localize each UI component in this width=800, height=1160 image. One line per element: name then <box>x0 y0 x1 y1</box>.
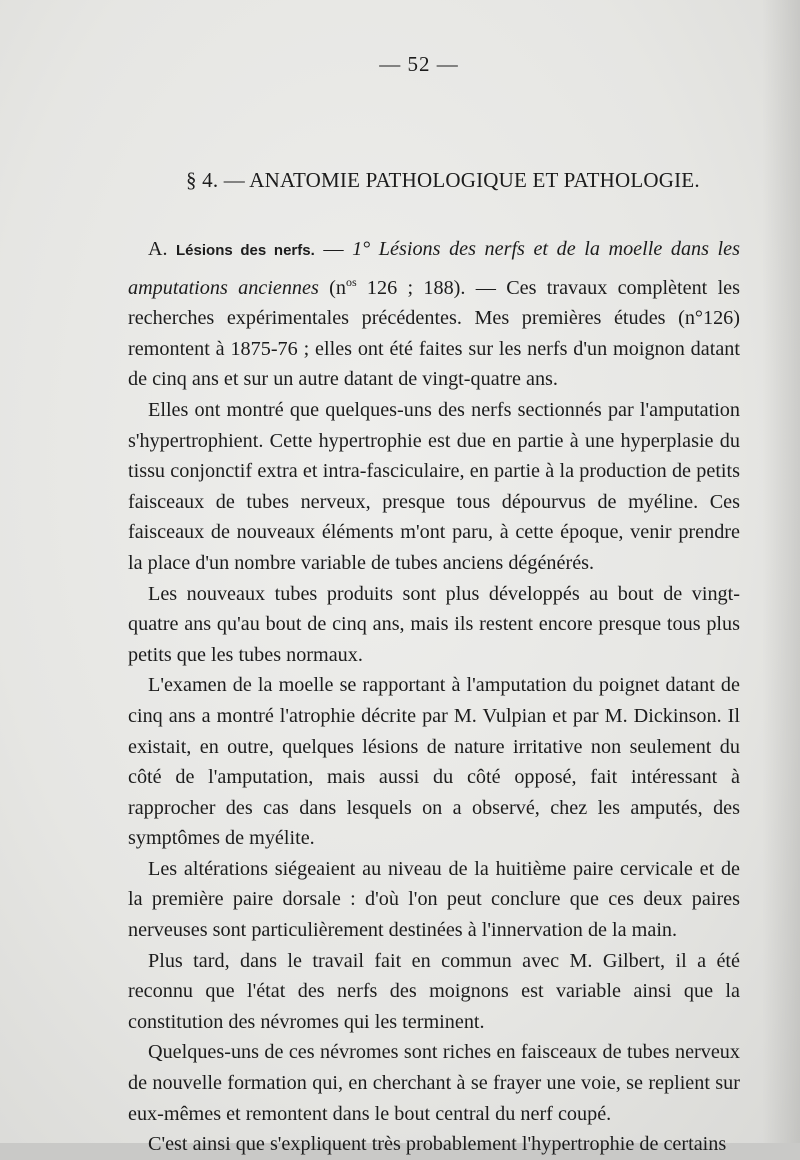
section-title: § 4. — ANATOMIE PATHOLOGIQUE ET PATHOLOGIE. <box>186 168 700 192</box>
paragraph-intro-text: — Ces travaux complètent les recherches expérimentales précédentes. Mes premières études (n°126) remontent à 1875-76 ; elles ont été faites sur les nerfs d'un moignon datant de cinq ans et sur un autre datant de vingt-quatre ans. <box>128 276 740 391</box>
body-text <box>128 234 740 1160</box>
paragraph: Plus tard, dans le travail fait en commun avec M. Gilbert, il a été reconnu que l'état des nerfs des moignons est variable ainsi que la constitution des névromes qui les terminent. <box>128 949 740 1033</box>
page-number: — 52 — <box>379 52 459 76</box>
subsection-letter: A. <box>148 238 168 260</box>
paragraph-intro <box>128 234 740 395</box>
paragraph: Les nouveaux tubes produits sont plus développés au bout de vingt-quatre ans qu'au bout de cinq ans, mais ils restent encore presque tous plus petits que les tubes normaux. <box>128 582 740 666</box>
refs-close: 126 ; 188). <box>356 276 466 299</box>
heading-dash: — <box>314 238 353 260</box>
paragraph: Elles ont montré que quelques-uns des nerfs sectionnés par l'amputation s'hypertrophient. Cette hypertrophie est due en partie à une hyperplasie du tissu conjonctif extra et intra-fasciculaire, en partie à la production de petits faisceaux de tubes nerveux, presque tous dépourvus de myéline. Ces faisceaux de nouveaux éléments m'ont paru, à cette époque, venir prendre la place d'un nombre variable de tubes anciens dégénérés. <box>128 398 740 574</box>
paragraph: L'examen de la moelle se rapportant à l'amputation du poignet datant de cinq ans a montré l'atrophie décrite par M. Vulpian et par M. Dickinson. Il existait, en outre, quelques lésions de nature irritative non seulement du côté de l'amputation, mais aussi du côté opposé, fait intéressant à rapprocher des cas dans lesquels on a observé, chez les amputés, des symptômes de myélite. <box>128 674 740 850</box>
paragraph: Quelques-uns de ces névromes sont riches en faisceaux de tubes nerveux de nouvelle formation qui, en cherchant à se frayer une voie, se replient sur eux-mêmes et remontent dans le bout central du nerf coupé. <box>128 1041 740 1125</box>
paragraph-last-line: C'est ainsi que s'expliquent très probablement l'hypertrophie de certains <box>148 1133 727 1156</box>
subsection-italic-title: 1° Lésions des nerfs et de la moelle dans les amputations anciennes <box>128 238 740 299</box>
subsection-heading: Lésions des nerfs. <box>176 242 315 259</box>
paragraph: Les altérations siégeaient au niveau de la huitième paire cervicale et de la première paire dorsale : d'où l'on peut conclure que ces deux paires nerveuses sont particulièrement destinées à l'innervation de la main. <box>128 857 740 942</box>
refs-open: (n <box>318 276 346 299</box>
page-edge-shadow <box>762 0 800 1143</box>
refs-superscript: os <box>345 274 357 289</box>
